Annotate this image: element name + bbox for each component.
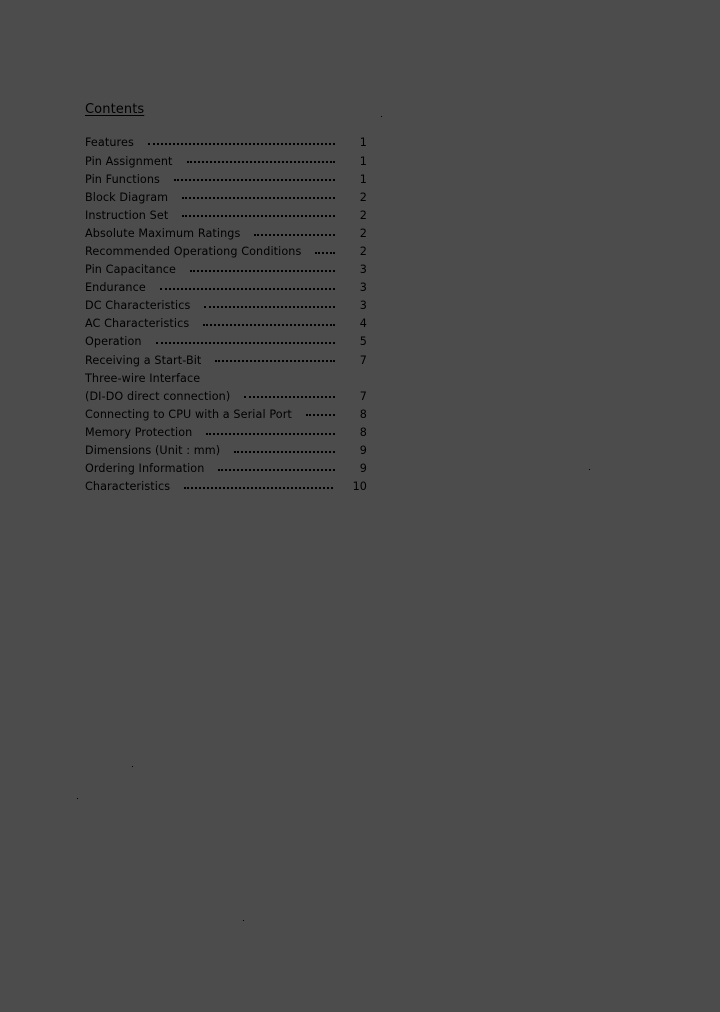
- toc-entry-label: Features: [85, 136, 134, 150]
- toc-entry-page: 2: [359, 190, 367, 204]
- scan-speck: [243, 920, 244, 921]
- page-title: Contents: [85, 102, 145, 117]
- toc-entry-label: Three-wire Interface: [85, 371, 201, 385]
- toc-entry-page: 2: [359, 208, 367, 222]
- scan-speck: [132, 766, 133, 767]
- toc-entry: [85, 333, 367, 351]
- toc-entry-page: 9: [359, 444, 367, 458]
- dot-leader: [203, 324, 335, 326]
- scan-speck: [381, 116, 382, 117]
- dot-leader: [190, 270, 335, 272]
- table-of-contents: [85, 134, 367, 496]
- dot-leader: [244, 396, 335, 398]
- toc-entry: [85, 206, 367, 224]
- toc-entry-page: 3: [359, 263, 367, 277]
- toc-entry: [85, 261, 367, 279]
- toc-entry-label: Recommended Operationg Conditions: [85, 245, 302, 258]
- toc-entry-page: 8: [359, 407, 367, 421]
- toc-entry-label: DC Characteristics: [85, 299, 191, 313]
- toc-entry: [85, 351, 367, 369]
- dot-leader: [184, 487, 332, 489]
- toc-entry-page: 3: [359, 281, 367, 295]
- toc-entry: [85, 478, 367, 496]
- dot-leader: [182, 215, 335, 217]
- dot-leader: [174, 179, 335, 181]
- toc-entry-label: Endurance: [85, 281, 146, 295]
- toc-entry: [85, 188, 367, 206]
- toc-entry: [85, 315, 367, 333]
- toc-entry-label: Connecting to CPU with a Serial Port: [85, 407, 292, 421]
- toc-entry-label: Receiving a Start-Bit: [85, 353, 202, 367]
- dot-leader: [215, 360, 335, 362]
- dot-leader: [234, 451, 335, 453]
- toc-entry: [85, 170, 367, 188]
- toc-entry-label: Pin Capacitance: [85, 263, 177, 277]
- toc-entry: [85, 297, 367, 315]
- toc-entry: [85, 224, 367, 242]
- toc-entry-label: Pin Functions: [85, 172, 160, 186]
- scan-speck: [77, 798, 78, 799]
- dot-leader: [315, 252, 335, 254]
- toc-entry: [85, 369, 367, 387]
- dot-leader: [156, 342, 335, 344]
- toc-entry-page: 7: [359, 353, 367, 367]
- toc-entry-label: Dimensions (Unit : mm): [85, 444, 221, 458]
- toc-entry: [85, 152, 367, 170]
- toc-entry-page: 4: [359, 317, 367, 331]
- dot-leader: [254, 234, 335, 236]
- toc-entry: [85, 279, 367, 297]
- dot-leader: [306, 414, 335, 416]
- toc-entry-label: Pin Assignment: [85, 154, 173, 168]
- toc-entry-label: Block Diagram: [85, 190, 169, 204]
- dot-leader: [160, 288, 335, 290]
- dot-leader: [218, 469, 335, 471]
- dot-leader: [206, 433, 335, 435]
- dot-leader: [187, 161, 335, 163]
- toc-entry-page: 2: [359, 245, 367, 258]
- toc-entry-page: 1: [359, 172, 367, 186]
- toc-entry: [85, 442, 367, 460]
- toc-entry: [85, 424, 367, 442]
- toc-entry-label: Ordering Information: [85, 462, 205, 476]
- toc-entry-label: Instruction Set: [85, 208, 169, 222]
- toc-entry-page: 2: [359, 226, 367, 240]
- toc-entry: [85, 387, 367, 405]
- toc-entry: [85, 460, 367, 478]
- toc-entry-label: Absolute Maximum Ratings: [85, 226, 241, 240]
- dot-leader: [182, 197, 335, 199]
- toc-entry-page: 1: [359, 154, 367, 168]
- toc-entry-page: 9: [359, 462, 367, 476]
- toc-entry-label: Characteristics: [85, 480, 171, 494]
- toc-entry-page: 1: [359, 136, 367, 150]
- scan-speck: [589, 469, 590, 470]
- toc-entry-page: 7: [359, 389, 367, 403]
- toc-entry-label: Operation: [85, 335, 142, 349]
- toc-entry: [85, 134, 367, 152]
- toc-entry-page: 10: [352, 480, 367, 494]
- toc-entry-label: (DI-DO direct connection): [85, 389, 231, 403]
- toc-entry-page: 8: [359, 425, 367, 439]
- toc-entry-label: AC Characteristics: [85, 317, 190, 331]
- dot-leader: [204, 306, 335, 308]
- toc-entry: [85, 405, 367, 423]
- toc-entry-page: 3: [359, 299, 367, 313]
- toc-entry-label: Memory Protection: [85, 425, 193, 439]
- toc-entry: [85, 243, 367, 261]
- dot-leader: [148, 143, 335, 145]
- toc-entry-page: 5: [359, 335, 367, 349]
